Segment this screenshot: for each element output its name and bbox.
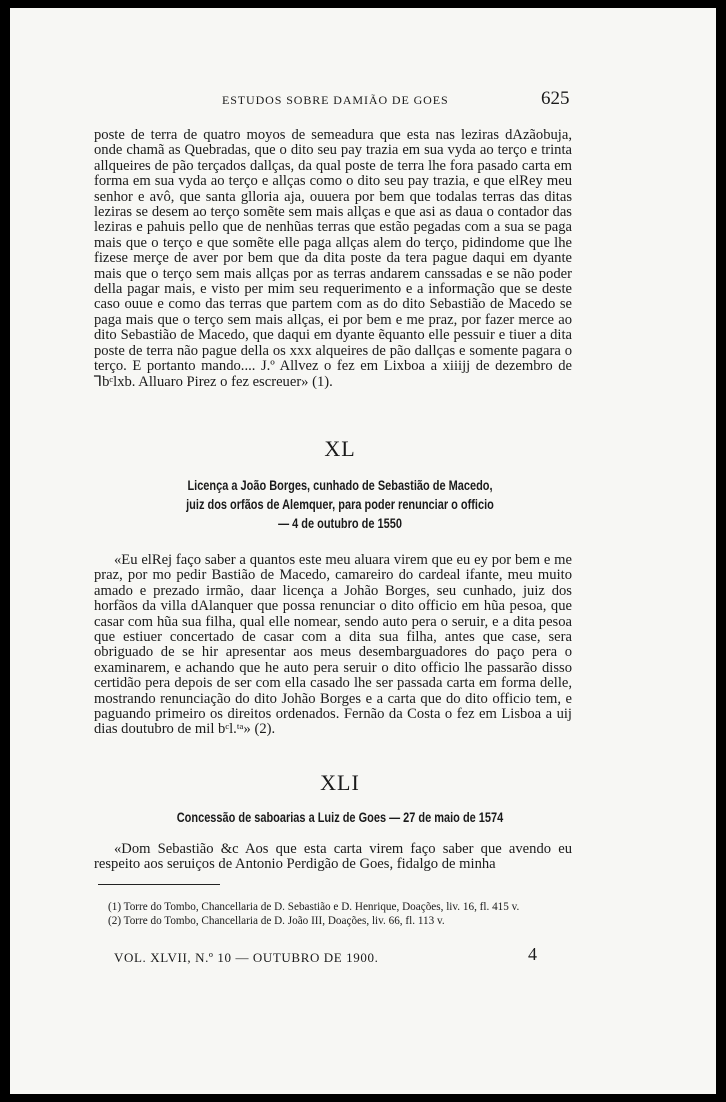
body-paragraph: poste de terra de quatro moyos de semeadura que esta nas leziras dAzãobuja, onde chamã as Quebradas, que o dito seu pay trazia em sua vyda ao terço e trinta allqueires de pão terçados dallças, da qual poste de terra lhe fora pasado carta em forma em sua vyda ao terço e allças como o dito seu pay trazia, e que elRey meu senhor e avô, que santa glloria aja, ouuera por bem que todalas terras das ditas leziras se desem ao terço somẽte sem mais allças e que asi as daua o contador das leziras e pahuis pello que de nenhũas terras que estão pegadas com a sua se paga mais que o terço e que somẽte elle paga allças alem do terço, pidindome que lhe fizese merçe de aver por bem que da dita poste da tera pague daqui em dyante mais que o terço sem mais allças por as terras andarem canssadas e se não poder della pagar mais, e visto per mim seu requerimento e a informação que se deste caso ouue e como das terras que partem com as do dito Sebastião de Macedo se paga mais que o terço sem mais allças, ei por bem e me praz, por fazer merce ao dito Sebastião de Macedo, que daqui em dyante ẽquanto elle pessuir e tiuer a dita poste de terra não pague della os xxx alqueires de pão dallças e somente pagara o terço. E portanto mando.... J.º Allvez o fez em Lixboa a xiiijj de dezembro de ⅂bᶜlxb. Alluaro Pirez o fez escreuer» (1).	[94, 127, 572, 390]
section-title-line: juiz dos orfãos de Alemquer, para poder renunciar o officio	[186, 497, 494, 512]
section-numeral-xl: XL	[324, 436, 356, 461]
section-title-xl	[69, 476, 610, 533]
document-xli-body	[94, 842, 572, 873]
page-header	[10, 90, 716, 112]
body-paragraph: «Dom Sebastião &c Aos que esta carta virem faço saber que avendo eu respeito aos seruiços de Antonio Perdigão de Goes, fidalgo de minha	[94, 841, 572, 873]
footnote-2: (2) Torre do Tombo, Chancellaria de D. João III, Doações, liv. 66, fl. 113 v.	[108, 915, 445, 927]
body-paragraph: «Eu elRej faço saber a quantos este meu aluara virem que eu ey por bem e me praz, por mo pedir Bastião de Macedo, camareiro do cardeal ifante, meu muito amado e prezado irmão, daar licença a Johão Borges, seu cunhado, juiz dos horfãos da villa dAlanquer que possa renunciar o dito officio em hũa pesoa, que casar com hũa sua filha, qual elle nomear, sendo auto pera o seruir, e a dita pesoa que estiuer concertado de casar com a dita sua filha, antes que case, sera obriguado de se hir apresentar aos meus desembarguadores do paço pera o examinarem, e achando que he auto pera seruir o dito officio lhe passarão disso certidão pera depois de ser com ella casado lhe ser passada carta em forma delle, mostrando renunciação do dito Johão Borges e a carta que do dito officio tem, e paguando primeiro os direitos ordenados. Fernão da Costa o fez em Lisboa a uij dias doutubro de mil bᶜl.ᵗᵃ» (2).	[94, 552, 572, 738]
section-title-xli: Concessão de saboarias a Luiz de Goes — 27 de maio de 1574	[176, 810, 504, 825]
running-title: ESTUDOS SOBRE DAMIÃO DE GOES	[222, 93, 449, 107]
page-number: 625	[541, 88, 570, 109]
section-title-line: — 4 de outubro de 1550	[278, 516, 402, 531]
printer-signature-mark: 4	[528, 944, 537, 964]
volume-signature-line: VOL. XLVII, N.º 10 — OUTUBRO DE 1900.	[114, 950, 379, 965]
document-xl-body	[94, 553, 572, 738]
footnotes	[96, 900, 574, 928]
document-xxxix-continuation	[94, 128, 572, 390]
page	[10, 8, 716, 1094]
section-numeral-xli: XLI	[320, 770, 360, 795]
footnote-divider	[98, 884, 220, 885]
section-title-line: Licença a João Borges, cunhado de Sebastião de Macedo,	[187, 478, 493, 493]
footnote-1: (1) Torre do Tombo, Chancellaria de D. Sebastião e D. Henrique, Doações, liv. 16, fl. 415 v.	[108, 901, 520, 913]
